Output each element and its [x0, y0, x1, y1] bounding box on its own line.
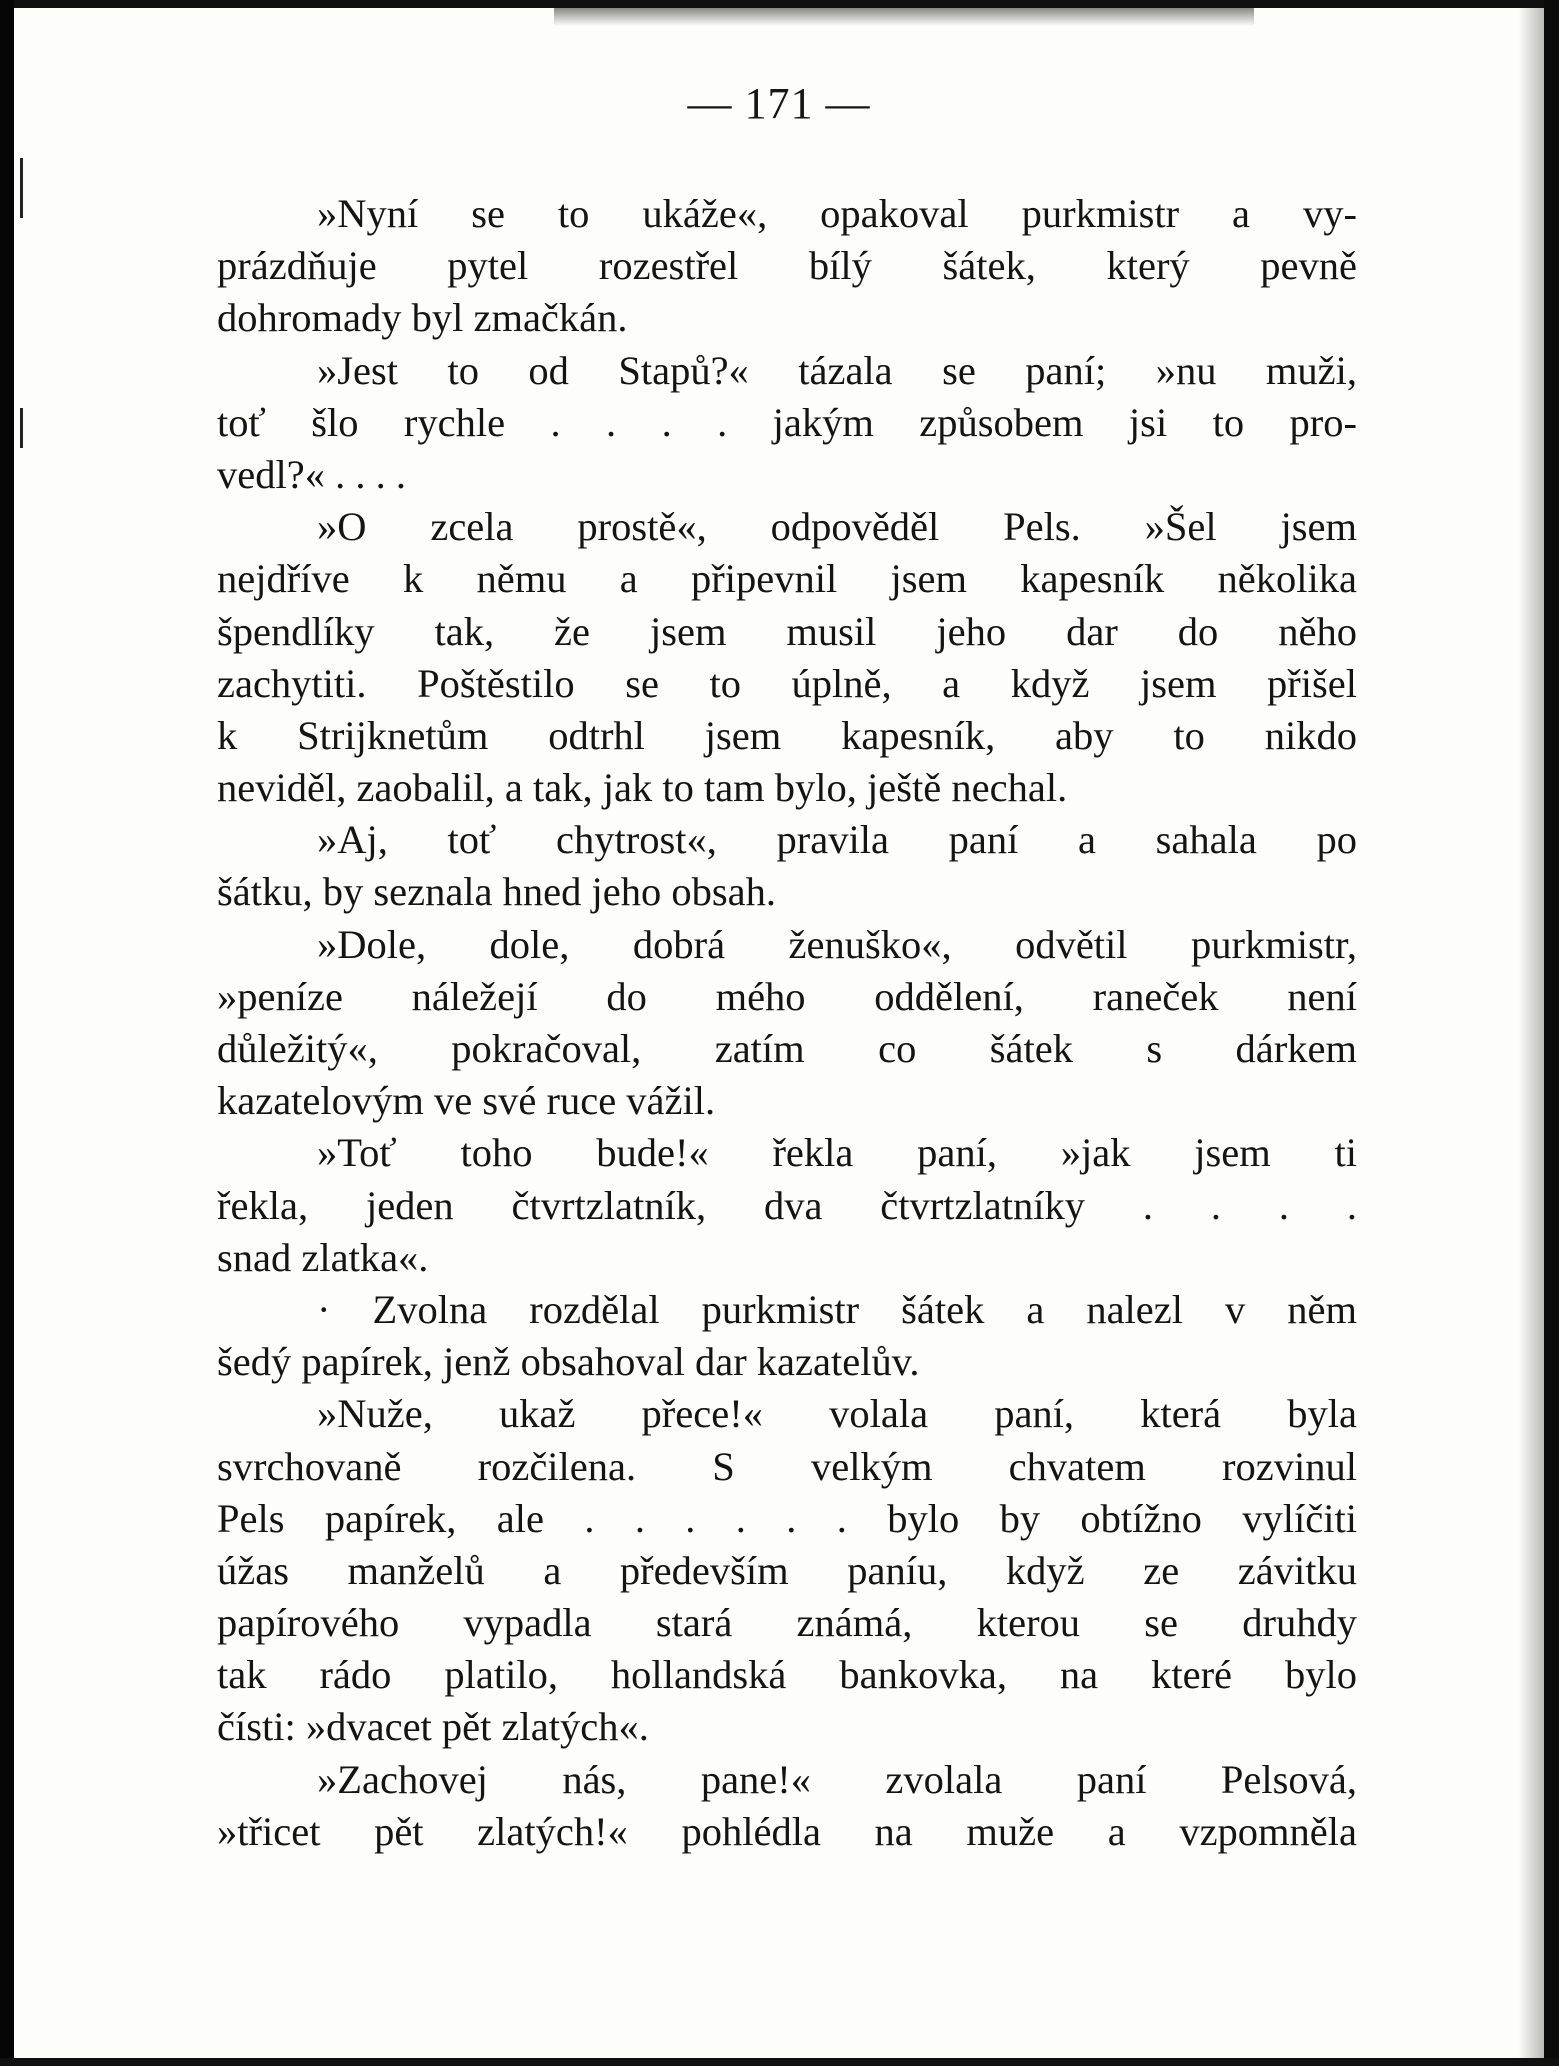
text-line: snad zlatka«. — [217, 1234, 429, 1280]
scan-edge-left — [0, 0, 14, 2066]
text-line: »peníze náležejí do mého oddělení, raneček není — [217, 973, 1357, 1019]
text-line: špendlíky tak, že jsem musil jeho dar do něho — [217, 608, 1357, 654]
text-line: tak rádo platilo, hollandská bankovka, na které bylo — [217, 1652, 1357, 1698]
text-line: šátku, by seznala hned jeho obsah. — [217, 869, 776, 915]
text-line: šedý papírek, jenž obsahoval dar kazatelův. — [217, 1339, 920, 1385]
text-line: »Zachovej nás, pane!« zvolala paní Pelsová, — [317, 1756, 1357, 1802]
scan-smudge — [554, 8, 1254, 26]
text-line: dohromady byl zmačkán. — [217, 295, 628, 341]
text-line: papírového vypadla stará známá, kterou se druhdy — [217, 1600, 1357, 1646]
text-line: zachytiti. Poštěstilo se to úplně, a když jsem přišel — [217, 660, 1357, 706]
scan-mark — [20, 158, 23, 218]
text-line: »Toť toho bude!« řekla paní, »jak jsem ti — [317, 1130, 1357, 1176]
text-line: »O zcela prostě«, odpověděl Pels. »Šel jsem — [317, 504, 1357, 550]
scan-edge-top — [0, 0, 1559, 8]
text-line: »Nyní se to ukáže«, opakoval purkmistr a vy- — [317, 191, 1357, 236]
scan-mark — [20, 408, 23, 448]
text-line: »Jest to od Stapů?« tázala se paní; »nu muži, — [317, 347, 1357, 393]
text-line: toť šlo rychle . . . . jakým způsobem jsi to pro- — [217, 399, 1357, 445]
body-text — [217, 188, 1357, 1858]
text-line: neviděl, zaobalil, a tak, jak to tam bylo, ještě nechal. — [217, 765, 1068, 811]
text-line: prázdňuje pytel rozestřel bílý šátek, který pevně — [217, 243, 1357, 289]
scan-edge-bottom — [0, 2058, 1559, 2066]
scan-edge-right — [1544, 0, 1559, 2066]
page-number: — 171 — — [687, 79, 871, 128]
book-page — [14, 8, 1544, 2058]
text-line: nejdříve k němu a připevnil jsem kapesník několika — [217, 556, 1357, 602]
page-shadow — [1518, 8, 1544, 2058]
text-line: »Nuže, ukaž přece!« volala paní, která byla — [317, 1391, 1357, 1437]
text-line: »třicet pět zlatých!« pohlédla na muže a vzpomněla — [217, 1808, 1357, 1854]
text-line: kazatelovým ve své ruce vážil. — [217, 1078, 716, 1124]
text-line: k Strijknetům odtrhl jsem kapesník, aby to nikdo — [217, 712, 1357, 758]
text-line: úžas manželů a především paníu, když ze závitku — [217, 1547, 1357, 1593]
text-line: · Zvolna rozdělal purkmistr šátek a nalezl v něm — [317, 1286, 1357, 1332]
text-line: Pels papírek, ale . . . . . . bylo by obtížno vylíčiti — [217, 1495, 1357, 1541]
text-line: důležitý«, pokračoval, zatím co šátek s dárkem — [217, 1026, 1357, 1071]
text-line: svrchovaně rozčilena. S velkým chvatem rozvinul — [217, 1443, 1357, 1489]
text-line: vedl?« . . . . — [217, 451, 406, 497]
text-line: »Aj, toť chytrost«, pravila paní a sahala po — [317, 817, 1357, 863]
text-line: čísti: »dvacet pět zlatých«. — [217, 1704, 649, 1750]
text-line: řekla, jeden čtvrtzlatník, dva čtvrtzlatníky . . . . — [217, 1182, 1357, 1228]
text-line: »Dole, dole, dobrá ženuško«, odvětil purkmistr, — [317, 921, 1357, 967]
